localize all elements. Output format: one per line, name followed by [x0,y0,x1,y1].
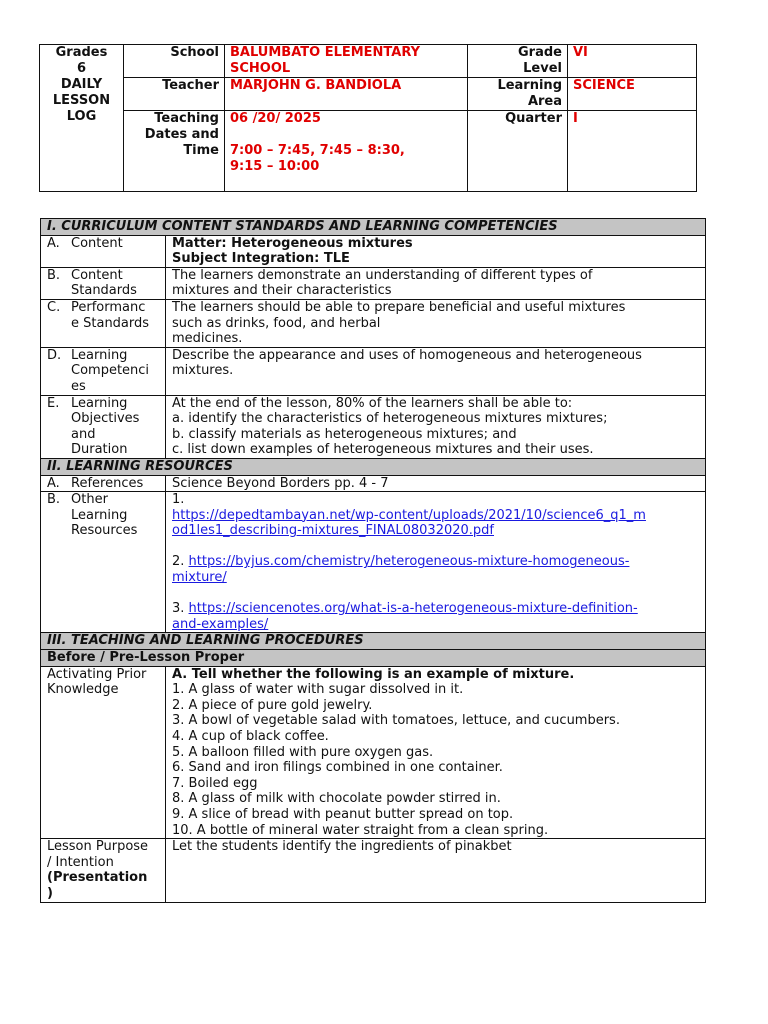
pre-lesson-subheader: Before / Pre-Lesson Proper [41,650,706,667]
quarter-value: I [568,111,697,192]
teaching-dates-label: Teaching Dates and Time [124,111,225,192]
resource-link-2[interactable]: https://byjus.com/chemistry/heterogeneous-mixture-homogeneous- mixture/ [172,554,630,586]
section-procedures-header: III. TEACHING AND LEARNING PROCEDURES [41,633,706,650]
learning-competencies-label: Learning Competenci es [71,347,150,394]
lesson-plan-table [40,218,706,903]
learning-competencies-row: D. Learning Competenci es Describe the appearance and uses of homogeneous and heterogeneous mixtures. [41,347,706,395]
school-label: School [124,45,225,78]
content-value: Matter: Heterogeneous mixtures Subject Integration: TLE [166,235,706,267]
list-item: 9. A slice of bread with peanut butter spread on top. [172,806,514,822]
list-item: 10. A bottle of mineral water straight from a clean spring. [172,822,549,838]
activating-knowledge-value [166,666,706,839]
performance-standards-row: C. Performanc e Standards The learners should be able to prepare beneficial and useful mixtures such as drinks, food, and herbal medicines. [41,299,706,347]
lesson-purpose-label: Lesson Purpose / Intention (Presentation ) [41,839,166,902]
other-resources-label: Other Learning Resources [71,492,138,539]
resource-link-1[interactable]: https://depedtambayan.net/wp-content/uploads/2021/10/science6_q1_m od1les1_describing-mixtures_FINAL08032020.pdf [172,507,646,539]
content-standards-label: Content Standards [71,267,137,299]
content-label: Content [71,235,123,251]
performance-standards-value: The learners should be able to prepare beneficial and useful mixtures such as drinks, food, and herbal medicines. [166,299,706,347]
grade-level-label: Grade Level [468,45,568,78]
quarter-label: Quarter [468,111,568,192]
performance-standards-label: Performanc e Standards [71,299,150,331]
list-item: 6. Sand and iron filings combined in one container. [172,760,503,776]
learning-objectives-value: At the end of the lesson, 80% of the learners shall be able to: a. identify the characteristics of heterogeneous mixtures mixtures; b. classify materials as heterogeneous mixtures; and c. list down examples of heterogeneous mixtures and their uses. [166,395,706,458]
references-label: References [71,475,144,491]
resource-link-3[interactable]: https://sciencenotes.org/what-is-a-heterogeneous-mixture-definition- and-examples/ [172,601,638,632]
lesson-purpose-row [41,839,706,902]
activity-heading: A. Tell whether the following is an example of mixture. [172,666,575,682]
list-item: 1. A glass of water with sugar dissolved in it. [172,682,464,698]
teaching-dates-value: 06 /20/ 2025 7:00 – 7:45, 7:45 – 8:30, 9:15 – 10:00 [225,111,468,192]
content-row: A. Content Matter: Heterogeneous mixtures Subject Integration: TLE [41,235,706,267]
list-item: 8. A glass of milk with chocolate powder stirred in. [172,791,501,807]
list-item: 5. A balloon filled with pure oxygen gas. [172,744,434,760]
list-item: 2. A piece of pure gold jewelry. [172,697,373,713]
section-resources-header: II. LEARNING RESOURCES [41,458,706,475]
learning-objectives-row: E. Learning Objectives and Duration At the end of the lesson, 80% of the learners shall be able to: a. identify the characteristics of heterogeneous mixtures mixtures; b. classify materials as heterogeneous mixtures; and c. list down examples of heterogeneous mixtures and their uses. [41,395,706,458]
activating-knowledge-row [41,666,706,839]
list-item: 3. A bowl of vegetable salad with tomatoes, lettuce, and cucumbers. [172,713,620,729]
grade-level-value: VI [568,45,697,78]
learning-area-label: Learning Area [468,78,568,111]
lesson-purpose-value: Let the students identify the ingredients of pinakbet [166,839,706,902]
teacher-label: Teacher [124,78,225,111]
content-standards-value: The learners demonstrate an understanding of different types of mixtures and their characteristics [166,267,706,299]
learning-competencies-value: Describe the appearance and uses of homogeneous and heterogeneous mixtures. [166,347,706,395]
list-item: 4. A cup of black coffee. [172,729,329,744]
section-curriculum-header: I. CURRICULUM CONTENT STANDARDS AND LEARNING COMPETENCIES [41,219,706,236]
list-item: 7. Boiled egg [172,775,258,791]
other-resources-value: 1. https://depedtambayan.net/wp-content/uploads/2021/10/science6_q1_m od1les1_describing-mixtures_FINAL08032020.pdf 2. https://byjus.com/chemistry/heterogeneous-mixture-homogeneous- mixture/ 3. https://sciencenotes.org/what-is-a-heterogeneous-mixture-definition- and-examples/ [166,492,706,633]
header-table [39,44,697,192]
content-standards-row: B. Content Standards The learners demonstrate an understanding of different types of mixtures and their characteristics [41,267,706,299]
teacher-value: MARJOHN G. BANDIOLA [225,78,468,111]
references-value: Science Beyond Borders pp. 4 - 7 [166,475,706,492]
learning-area-value: SCIENCE [568,78,697,111]
references-row: A. References Science Beyond Borders pp. 4 - 7 [41,475,706,492]
other-resources-row: B. Other Learning Resources 1. https://depedtambayan.net/wp-content/uploads/2021/10/science6_q1_m od1les1_describing-mixtures_FINAL08032020.pdf 2. https://byjus.com/chemistry/heterogeneous-mixture-homogeneous- mixture/ 3. https://sciencenotes.org/what-is-a-heterogeneous-mixture-definition- and-examples/ [41,492,706,633]
daily-lesson-log-title: Grades 6 DAILY LESSON LOG [40,45,124,192]
school-value: BALUMBATO ELEMENTARY SCHOOL [225,45,468,78]
activating-knowledge-label: Activating Prior Knowledge [41,666,166,839]
learning-objectives-label: Learning Objectives and Duration [71,395,140,458]
